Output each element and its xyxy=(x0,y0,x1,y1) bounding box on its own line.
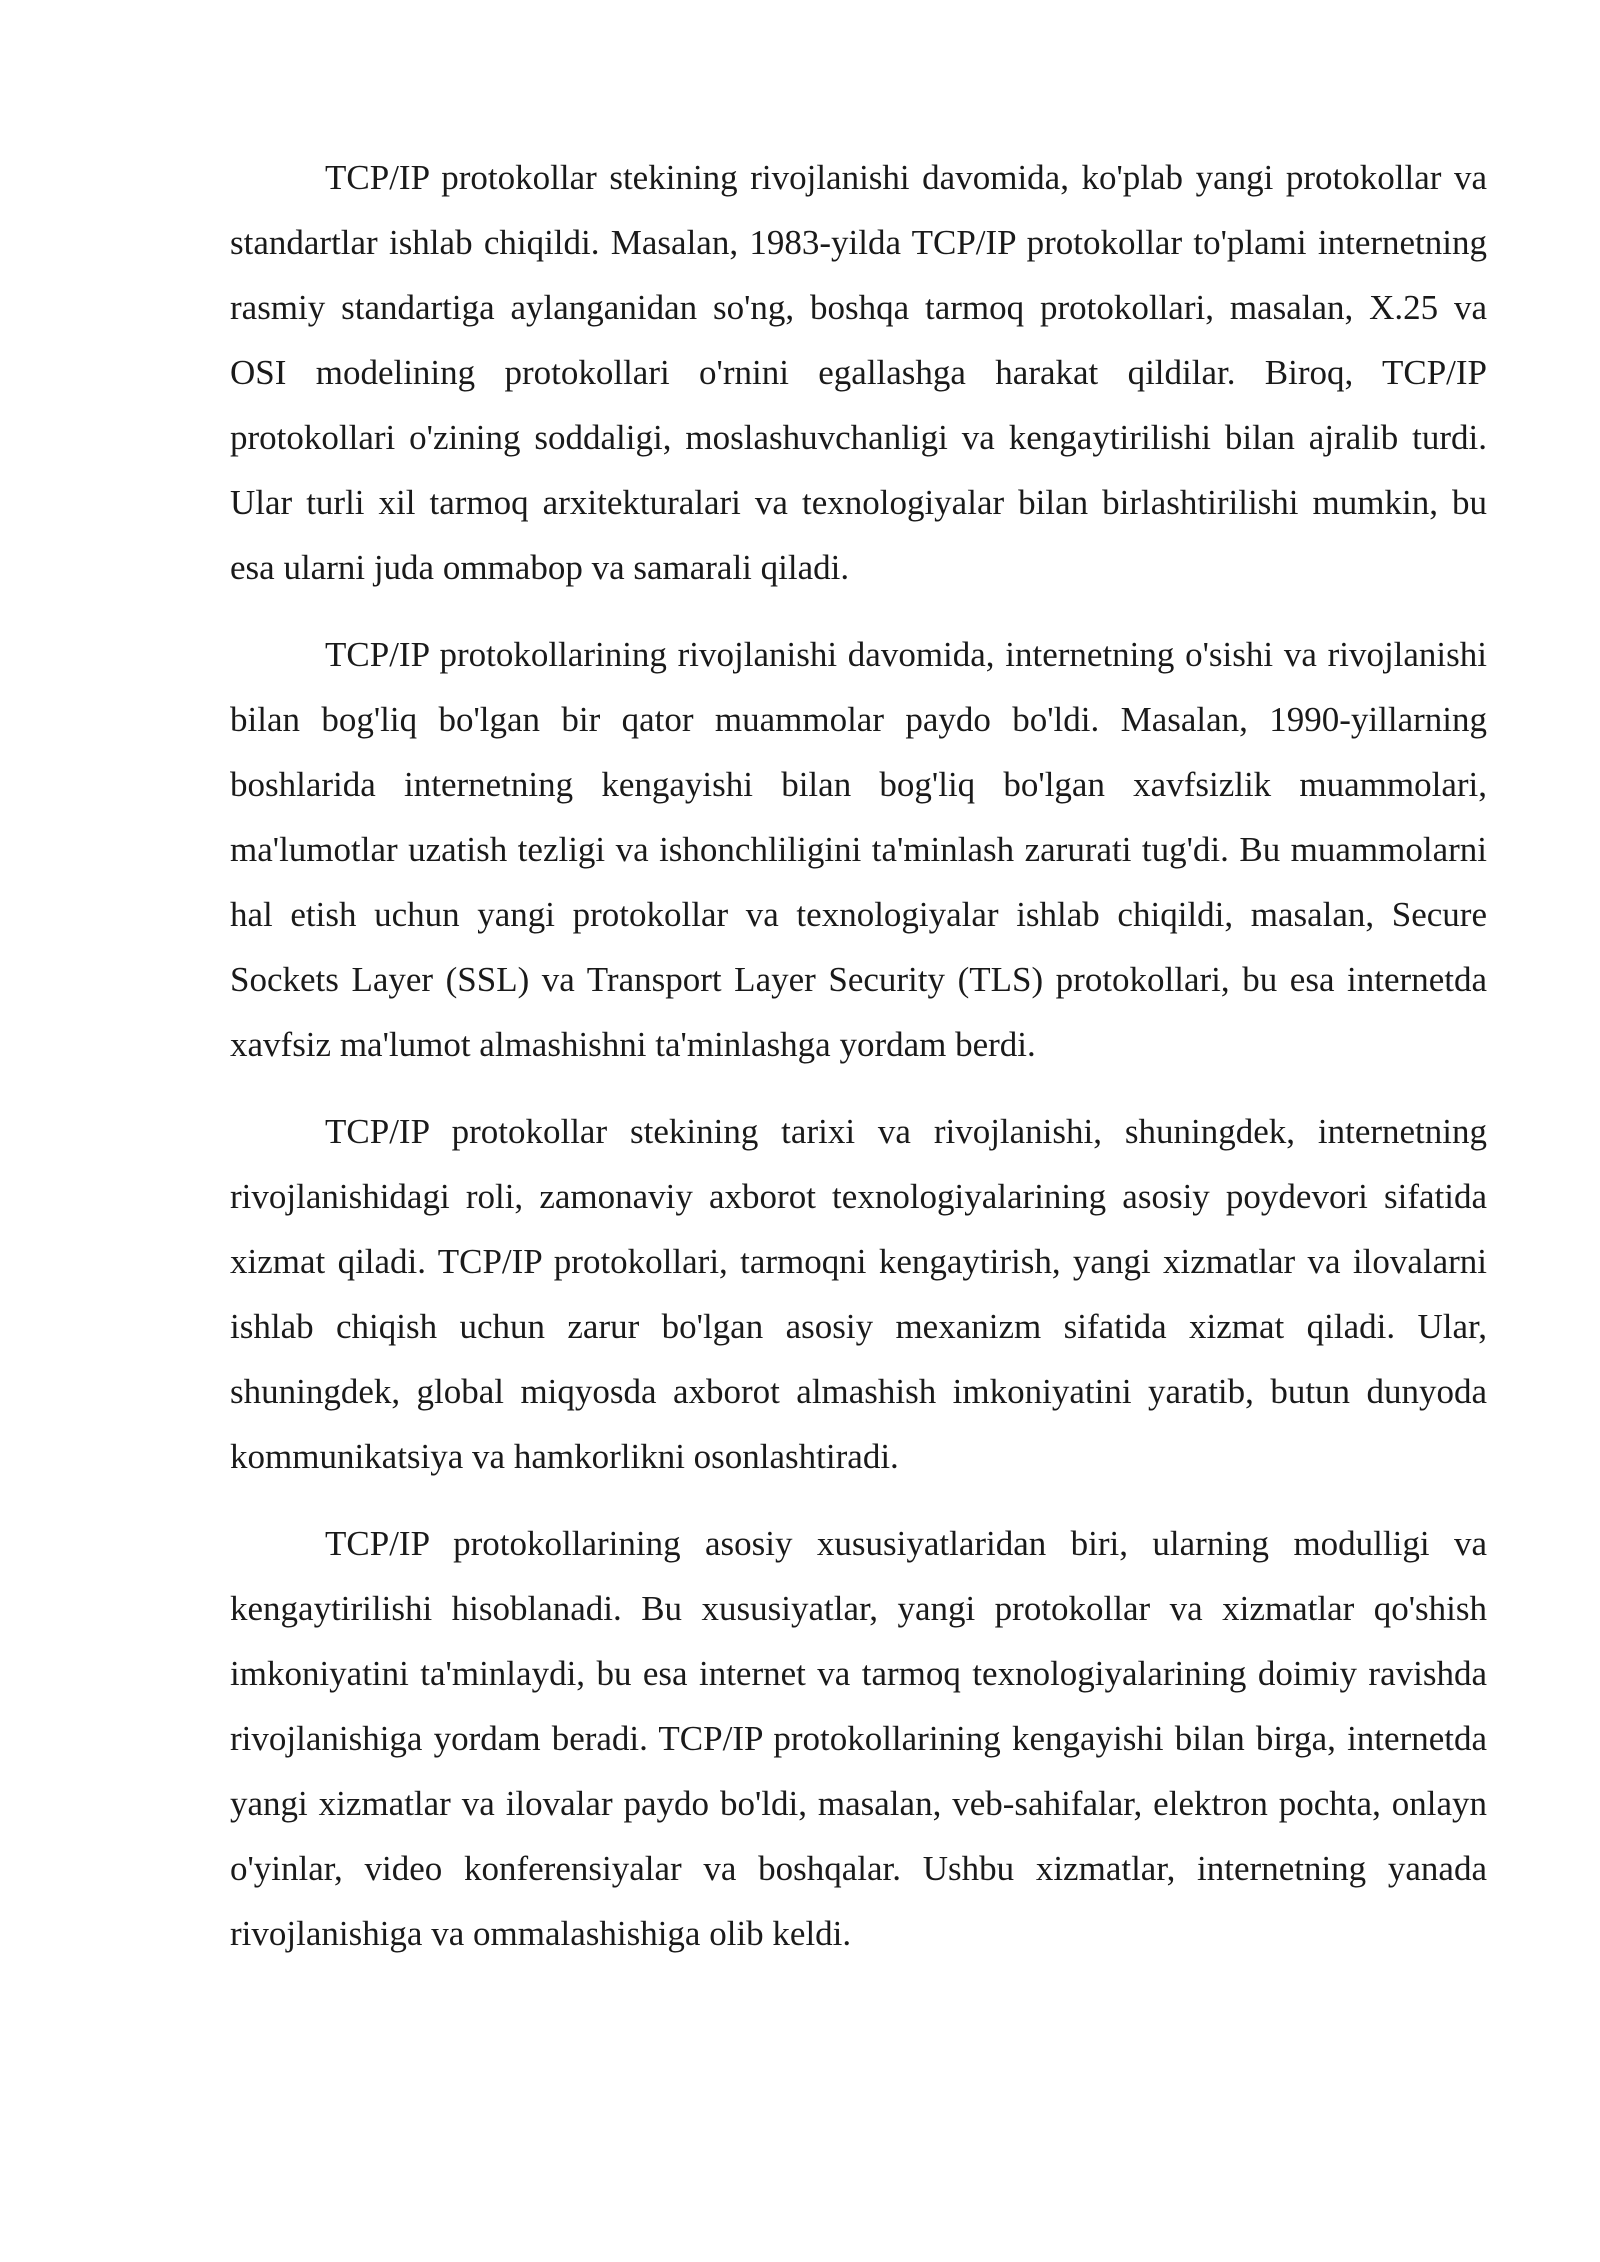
paragraph-1: TCP/IP protokollar stekining rivojlanishi davomida, ko'plab yangi protokollar va standartlar ishlab chiqildi. Masalan, 1983-yilda TCP/IP protokollar to'plami internetning rasmiy standartiga aylanganidan so'ng, boshqa tarmoq protokollari, masalan, X.25 va OSI modelining protokollari o'rnini egallashga harakat qildilar. Biroq, TCP/IP protokollari o'zining soddaligi, moslashuvchanligi va kengaytirilishi bilan ajralib turdi. Ular turli xil tarmoq arxitekturalari va texnologiyalar bilan birlashtirilishi mumkin, bu esa ularni juda ommabop va samarali qiladi. xyxy=(230,158,1487,587)
paragraph-4: TCP/IP protokollarining asosiy xususiyatlaridan biri, ularning modulligi va kengaytirilishi hisoblanadi. Bu xususiyatlar, yangi protokollar va xizmatlar qo'shish imkoniyatini ta'minlaydi, bu esa internet va tarmoq texnologiyalarining doimiy ravishda rivojlanishiga yordam beradi. TCP/IP protokollarining kengayishi bilan birga, internetda yangi xizmatlar va ilovalar paydo bo'ldi, masalan, veb-sahifalar, elektron pochta, onlayn o'yinlar, video konferensiyalar va boshqalar. Ushbu xizmatlar, internetning yanada rivojlanishiga va ommalashishiga olib keldi. xyxy=(230,1524,1487,1953)
document-body xyxy=(230,145,1487,1988)
paragraph-2: TCP/IP protokollarining rivojlanishi davomida, internetning o'sishi va rivojlanishi bilan bog'liq bo'lgan bir qator muammolar paydo bo'ldi. Masalan, 1990-yillarning boshlarida internetning kengayishi bilan bog'liq bo'lgan xavfsizlik muammolari, ma'lumotlar uzatish tezligi va ishonchliligini ta'minlash zarurati tug'di. Bu muammolarni hal etish uchun yangi protokollar va texnologiyalar ishlab chiqildi, masalan, Secure Sockets Layer (SSL) va Transport Layer Security (TLS) protokollari, bu esa internetda xavfsiz ma'lumot almashishni ta'minlashga yordam berdi. xyxy=(230,635,1487,1064)
paragraph-3: TCP/IP protokollar stekining tarixi va rivojlanishi, shuningdek, internetning rivojlanishidagi roli, zamonaviy axborot texnologiyalarining asosiy poydevori sifatida xizmat qiladi. TCP/IP protokollari, tarmoqni kengaytirish, yangi xizmatlar va ilovalarni ishlab chiqish uchun zarur bo'lgan asosiy mexanizm sifatida xizmat qiladi. Ular, shuningdek, global miqyosda axborot almashish imkoniyatini yaratib, butun dunyoda kommunikatsiya va hamkorlikni osonlashtiradi. xyxy=(230,1112,1487,1476)
